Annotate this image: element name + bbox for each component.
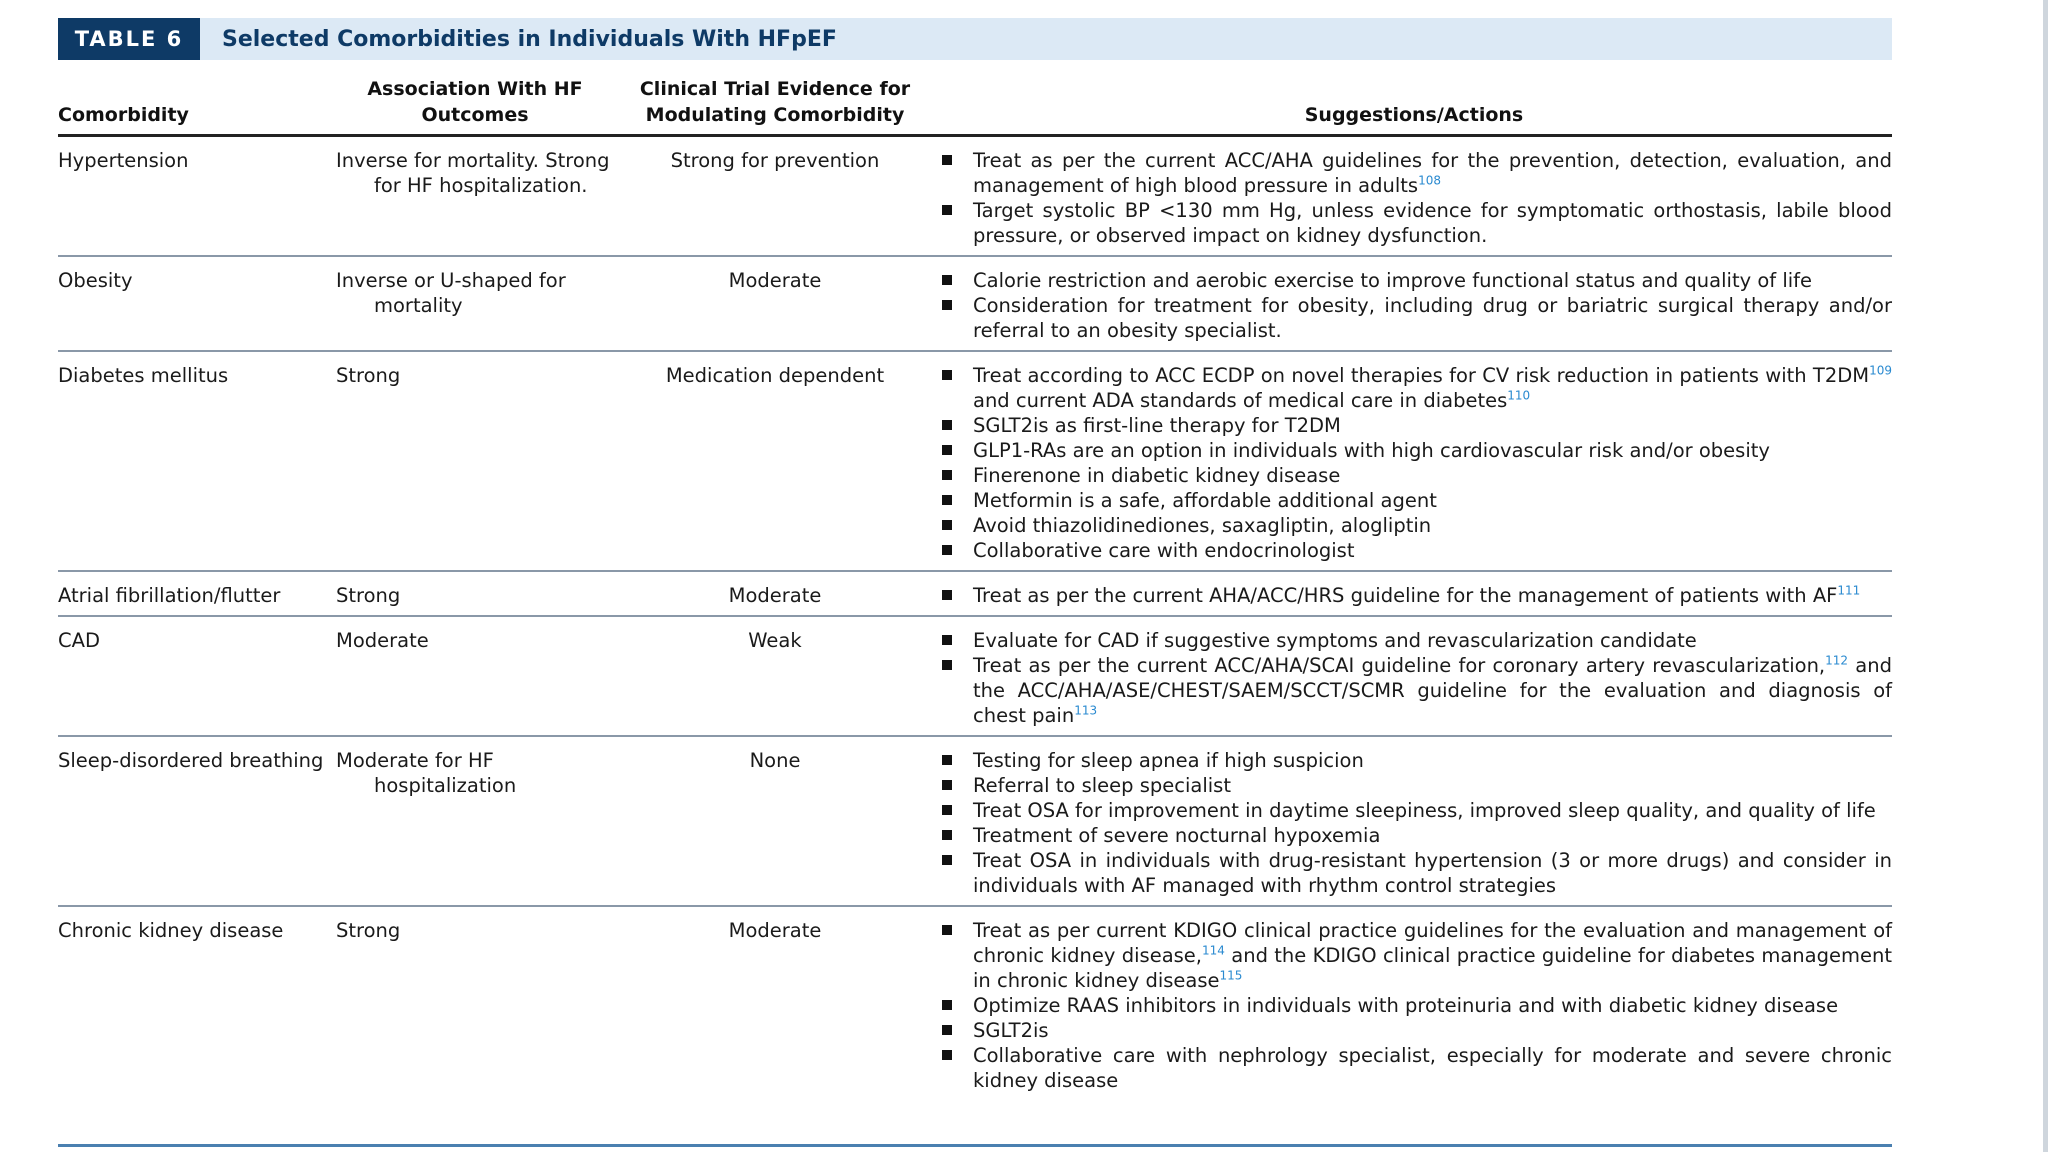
- suggestion-item: [936, 148, 1892, 198]
- table-body: [58, 136, 1892, 1101]
- cell-evidence: Moderate: [728, 919, 822, 942]
- cell-suggestions: [936, 136, 1892, 257]
- suggestions-list: [936, 918, 1892, 1093]
- cell-comorbidity: Hypertension: [58, 136, 336, 257]
- suggestion-text: Finerenone in diabetic kidney disease: [973, 464, 1341, 487]
- table-row: [58, 256, 1892, 351]
- reference-superscript: 108: [1418, 173, 1441, 188]
- suggestion-item: [936, 993, 1892, 1018]
- suggestion-item: [936, 918, 1892, 993]
- suggestions-list: [936, 268, 1892, 343]
- suggestion-text: Collaborative care with nephrology specialist, especially for moderate and severe chronic kidney disease: [973, 1044, 1892, 1092]
- suggestion-text: Treat as per current KDIGO clinical practice guidelines for the evaluation and management of chronic kidney disease,: [973, 919, 1892, 967]
- cell-comorbidity: CAD: [58, 616, 336, 736]
- suggestion-item: [936, 268, 1892, 293]
- suggestion-text: Testing for sleep apnea if high suspicion: [973, 749, 1364, 772]
- cell-suggestions: [936, 736, 1892, 906]
- suggestion-text: and the KDIGO clinical practice guideline for diabetes management in chronic kidney disease: [973, 944, 1892, 992]
- suggestion-text: Metformin is a safe, affordable additional agent: [973, 489, 1437, 512]
- cell-association: Moderate: [336, 616, 614, 736]
- cell-evidence: None: [614, 736, 936, 906]
- suggestion-item: [936, 438, 1892, 463]
- suggestion-text: Target systolic BP <130 mm Hg, unless evidence for symptomatic orthostasis, labile blood pressure, or observed impact on kidney dysfunction.: [973, 199, 1892, 247]
- suggestion-item: [936, 488, 1892, 513]
- viewer-edge: [2043, 0, 2048, 1152]
- suggestion-text: Collaborative care with endocrinologist: [973, 539, 1355, 562]
- cell-evidence: Weak: [614, 616, 936, 736]
- suggestion-item: [936, 848, 1892, 898]
- suggestion-item: [936, 363, 1892, 413]
- suggestion-text: Evaluate for CAD if suggestive symptoms and revascularization candidate: [973, 629, 1697, 652]
- suggestions-list: [936, 748, 1892, 898]
- suggestions-list: [936, 583, 1892, 608]
- reference-superscript: 110: [1507, 388, 1531, 403]
- cell-comorbidity: Atrial fibrillation/flutter: [58, 571, 336, 616]
- table-row: [58, 906, 1892, 1100]
- cell-association: Inverse for mortality. Strong for HF hospitalization.: [336, 136, 614, 257]
- table-header-row: [58, 76, 1892, 136]
- suggestion-item: [936, 413, 1892, 438]
- cell-association: Strong: [336, 351, 614, 571]
- suggestion-item: [936, 198, 1892, 248]
- table-number-label: TABLE 6: [58, 18, 200, 60]
- header-association: Association With HF Outcomes: [336, 76, 614, 136]
- cell-comorbidity: Diabetes mellitus: [58, 351, 336, 571]
- cell-suggestions: [936, 351, 1892, 571]
- cell-association: Moderate for HF hospitalization: [336, 736, 614, 906]
- cell-evidence: Strong for prevention: [614, 136, 936, 257]
- suggestion-text: Treat as per the current ACC/AHA guidelines for the prevention, detection, evaluation, and management of high blood pressure in adults: [973, 149, 1892, 197]
- suggestion-text: Consideration for treatment for obesity, including drug or bariatric surgical therapy and/or referral to an obesity specialist.: [973, 294, 1892, 342]
- suggestion-item: [936, 293, 1892, 343]
- header-comorbidity: Comorbidity: [58, 76, 336, 136]
- suggestion-item: [936, 513, 1892, 538]
- reference-superscript: 111: [1837, 583, 1861, 598]
- suggestion-item: [936, 653, 1892, 728]
- cell-association: Strong: [336, 919, 401, 942]
- suggestion-item: [936, 628, 1892, 653]
- suggestion-item: [936, 798, 1892, 823]
- document-page: [58, 18, 1892, 1100]
- suggestion-text: Avoid thiazolidinediones, saxagliptin, alogliptin: [973, 514, 1432, 537]
- suggestion-item: [936, 773, 1892, 798]
- cell-suggestions: [936, 256, 1892, 351]
- suggestions-list: [936, 628, 1892, 728]
- suggestion-text: Referral to sleep specialist: [973, 774, 1231, 797]
- header-evidence: Clinical Trial Evidence for Modulating Comorbidity: [614, 76, 936, 136]
- comorbidities-table: [58, 76, 1892, 1100]
- suggestion-item: [936, 823, 1892, 848]
- suggestion-text: SGLT2is as first-line therapy for T2DM: [973, 414, 1341, 437]
- cell-suggestions: [936, 906, 1892, 1100]
- suggestion-item: [936, 583, 1892, 608]
- cell-evidence: Medication dependent: [614, 351, 936, 571]
- suggestion-text: Treatment of severe nocturnal hypoxemia: [973, 824, 1381, 847]
- suggestion-text: SGLT2is: [973, 1019, 1049, 1042]
- cell-suggestions: [936, 571, 1892, 616]
- table-title: Selected Comorbidities in Individuals With HFpEF: [222, 26, 837, 52]
- suggestion-text: Calorie restriction and aerobic exercise to improve functional status and quality of life: [973, 269, 1813, 292]
- table-title-bar: [58, 18, 1892, 60]
- bottom-rule: [58, 1144, 1892, 1147]
- table-row: [58, 136, 1892, 257]
- cell-comorbidity: Obesity: [58, 256, 336, 351]
- suggestion-item: [936, 1018, 1892, 1043]
- header-suggestions: Suggestions/Actions: [936, 76, 1892, 136]
- suggestion-item: [936, 463, 1892, 488]
- suggestion-item: [936, 538, 1892, 563]
- cell-comorbidity: Chronic kidney disease: [58, 919, 284, 942]
- suggestion-text: and current ADA standards of medical care in diabetes: [973, 389, 1508, 412]
- suggestion-item: [936, 748, 1892, 773]
- suggestions-list: [936, 363, 1892, 563]
- suggestion-text: GLP1-RAs are an option in individuals with high cardiovascular risk and/or obesity: [973, 439, 1770, 462]
- reference-superscript: 114: [1202, 943, 1225, 958]
- reference-superscript: 115: [1219, 968, 1243, 983]
- reference-superscript: 109: [1869, 363, 1892, 378]
- suggestions-list: [936, 148, 1892, 248]
- table-row: [58, 736, 1892, 906]
- cell-comorbidity: Sleep-disordered breathing: [58, 736, 336, 906]
- suggestion-text: Treat as per the current AHA/ACC/HRS guideline for the management of patients with AF: [973, 584, 1838, 607]
- suggestion-item: [936, 1043, 1892, 1093]
- suggestion-text: Treat as per the current ACC/AHA/SCAI guideline for coronary artery revascularization,: [973, 654, 1826, 677]
- table-row: [58, 616, 1892, 736]
- cell-association: Strong: [336, 571, 614, 616]
- suggestion-text: and the ACC/AHA/ASE/CHEST/SAEM/SCCT/SCMR guideline for the evaluation and diagnosis of chest pain: [973, 654, 1892, 727]
- suggestion-text: Treat OSA for improvement in daytime sleepiness, improved sleep quality, and quality of life: [973, 799, 1876, 822]
- reference-superscript: 112: [1825, 653, 1849, 668]
- suggestion-text: Treat OSA in individuals with drug-resistant hypertension (3 or more drugs) and consider in individuals with AF managed with rhythm control strategies: [973, 849, 1892, 897]
- cell-suggestions: [936, 616, 1892, 736]
- suggestion-text: Treat according to ACC ECDP on novel therapies for CV risk reduction in patients with T2DM: [973, 364, 1870, 387]
- table-row: [58, 571, 1892, 616]
- cell-evidence: Moderate: [614, 256, 936, 351]
- reference-superscript: 113: [1074, 703, 1098, 718]
- cell-evidence: Moderate: [614, 571, 936, 616]
- table-row: [58, 351, 1892, 571]
- suggestion-text: Optimize RAAS inhibitors in individuals with proteinuria and with diabetic kidney disease: [973, 994, 1839, 1017]
- cell-association: Inverse or U-shaped for mortality: [336, 256, 614, 351]
